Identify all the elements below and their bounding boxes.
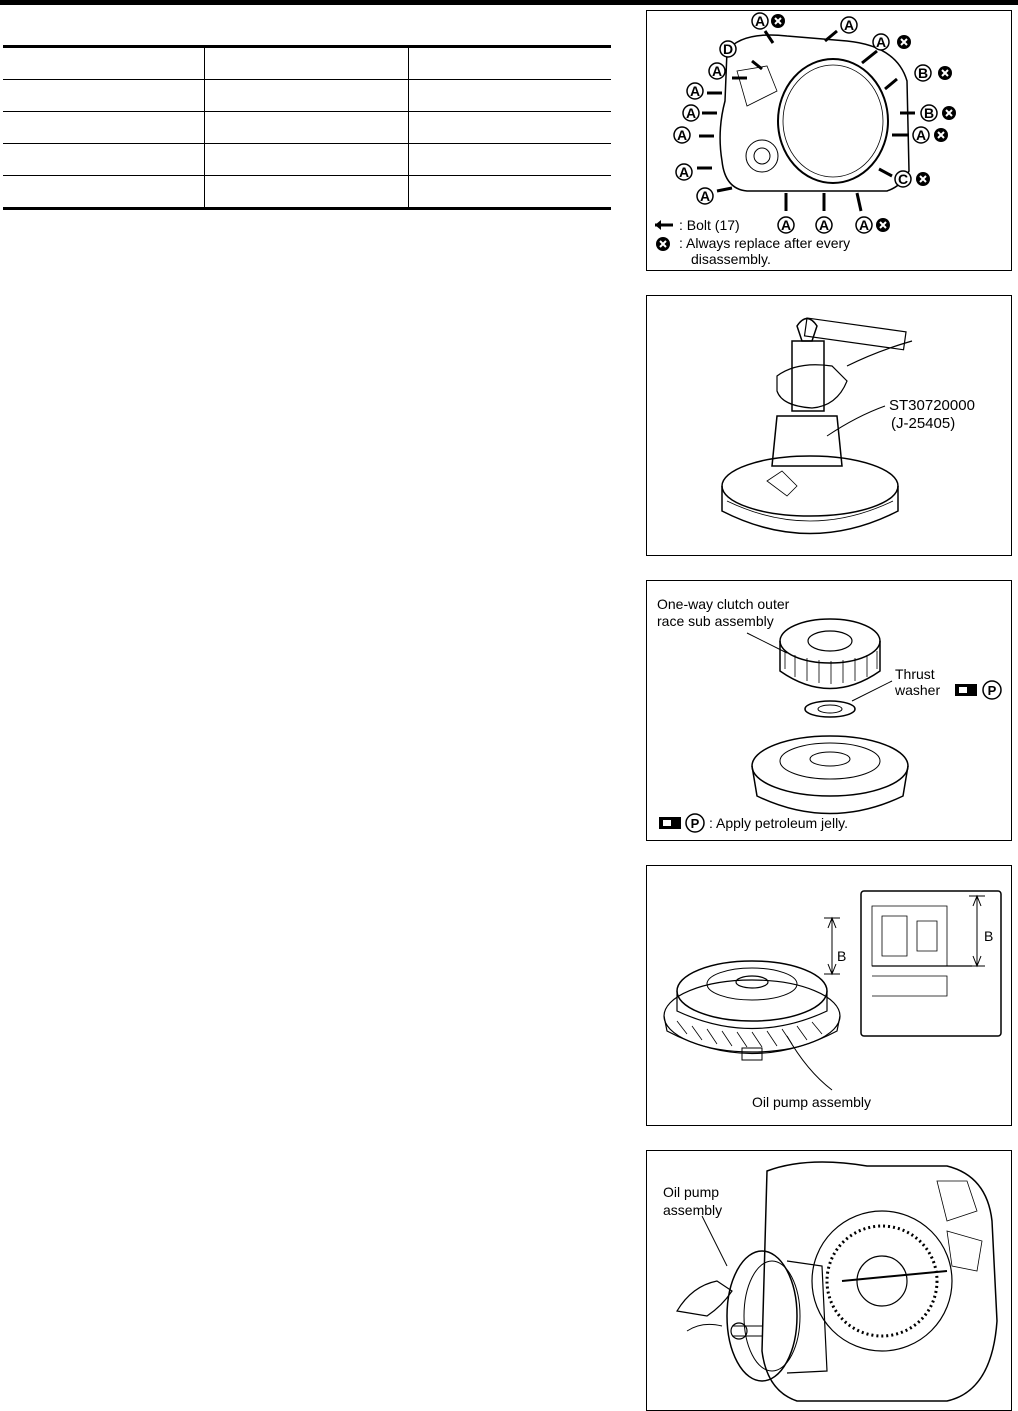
callout-line: [852, 681, 892, 701]
table-cell: [409, 80, 611, 111]
legend-p-symbol: P: [690, 816, 700, 831]
hand-icon: [777, 365, 847, 408]
label-a: A: [689, 83, 701, 99]
label-b: B: [917, 65, 929, 81]
p-symbol: P: [987, 683, 997, 698]
label-a: A: [685, 105, 697, 121]
table-cell: [3, 176, 205, 207]
one-way-clutch-diagram: [647, 581, 1012, 841]
label-a: A: [843, 17, 855, 33]
table-cell: [409, 176, 611, 207]
pump-top: [677, 961, 827, 1021]
label-a: A: [858, 217, 870, 233]
outer-race-label-line1: One-way clutch outer: [657, 596, 790, 612]
oil-pump-top: [722, 456, 898, 516]
transaxle-case: [762, 1162, 997, 1401]
installer-body: [772, 416, 842, 466]
outer-race-label-line2: race sub assembly: [657, 613, 774, 629]
label-a: A: [699, 188, 711, 204]
callout-line: [787, 1036, 832, 1090]
shaft-boss: [746, 140, 778, 172]
dimension-b-label: B: [837, 948, 847, 964]
replace-icon: [876, 218, 890, 232]
arrow-icon: [765, 31, 773, 43]
label-a: A: [780, 217, 792, 233]
housing-bolt-diagram: [647, 11, 1012, 271]
tool-alt-number-label: (J-25405): [891, 415, 956, 432]
thrust-washer: [805, 701, 855, 717]
thrust-label: Thrust: [895, 666, 935, 682]
oil-pump-being-installed: [727, 1251, 797, 1381]
page-top-rule: [0, 0, 1018, 5]
label-a: A: [875, 34, 887, 50]
arrow-icon: [717, 188, 732, 191]
replace-icon: [942, 106, 956, 120]
bolt-arrows: [697, 31, 915, 211]
replace-symbols: [771, 14, 956, 232]
legend-petroleum-jelly-icon: [659, 817, 681, 829]
figure-dimension-b: [646, 865, 1012, 1126]
legend-replace-icon: [656, 237, 670, 251]
label-c: C: [897, 171, 909, 187]
label-a: A: [711, 63, 723, 79]
circled-letters: [674, 13, 937, 233]
dimension-b-diagram: [647, 866, 1012, 1126]
spec-table: [3, 45, 611, 210]
table-cell: [205, 112, 409, 143]
table-cell: [205, 80, 409, 111]
replace-icon: [771, 14, 785, 28]
table-cell: [205, 48, 409, 79]
oil-pump-label: Oil pump assembly: [752, 1094, 872, 1110]
figure-seal-installer: [646, 295, 1012, 556]
replace-icon: [934, 128, 948, 142]
table-cell: [409, 112, 611, 143]
table-cell: [205, 144, 409, 175]
label-a: A: [676, 127, 688, 143]
seal-installer-diagram: [647, 296, 1012, 556]
tool-number-label: ST30720000: [889, 397, 975, 414]
arrow-icon: [879, 169, 892, 176]
table-row: [3, 80, 611, 112]
table-cell: [3, 112, 205, 143]
replace-icon: [916, 172, 930, 186]
inset-section-view: [861, 891, 1001, 1036]
replace-icon: [897, 35, 911, 49]
oil-pump-label-line2: assembly: [663, 1202, 723, 1218]
callout-line: [702, 1216, 727, 1266]
table-row: [3, 45, 611, 80]
arrow-icon: [862, 51, 877, 63]
washer-label: washer: [895, 682, 941, 698]
label-b: B: [923, 105, 935, 121]
table-cell: [409, 144, 611, 175]
legend-replace-line2: disassembly.: [691, 251, 771, 267]
legend-bolt: : Bolt (17): [679, 217, 740, 233]
shaft-bore: [754, 148, 770, 164]
table-cell: [3, 48, 205, 79]
install-oil-pump-diagram: [647, 1151, 1012, 1411]
table-row: [3, 144, 611, 176]
inset-dimension-b-label: B: [984, 928, 994, 944]
table-row: [3, 112, 611, 144]
hammer-handle: [804, 318, 906, 350]
housing-rib: [737, 66, 777, 106]
figure-one-way-clutch: [646, 580, 1012, 841]
legend-replace-line1: : Always replace after every: [679, 235, 851, 251]
label-d: D: [722, 41, 734, 57]
table-cell: [205, 176, 409, 207]
legend-text: : Apply petroleum jelly.: [709, 815, 849, 831]
table-cell: [3, 144, 205, 175]
table-cell: [409, 48, 611, 79]
oil-pump-label-line1: Oil pump: [663, 1184, 720, 1200]
arrow-icon: [885, 79, 897, 89]
replace-icon: [938, 66, 952, 80]
figure-housing-bolts: [646, 10, 1012, 271]
table-cell: [3, 80, 205, 111]
label-a: A: [678, 164, 690, 180]
converter-opening: [778, 59, 888, 183]
petroleum-jelly-icon: [955, 684, 977, 696]
hand-icon: [677, 1281, 732, 1316]
label-a: A: [915, 127, 927, 143]
table-row: [3, 176, 611, 210]
arrow-icon: [857, 193, 861, 211]
dimension-marker: [824, 918, 840, 974]
housing-outline: [720, 35, 909, 191]
installer-shaft: [792, 341, 824, 411]
label-a: A: [818, 217, 830, 233]
figure-install-oil-pump: [646, 1150, 1012, 1411]
converter-opening-inner: [783, 65, 883, 177]
label-a: A: [754, 13, 766, 29]
callout-line: [827, 406, 885, 436]
